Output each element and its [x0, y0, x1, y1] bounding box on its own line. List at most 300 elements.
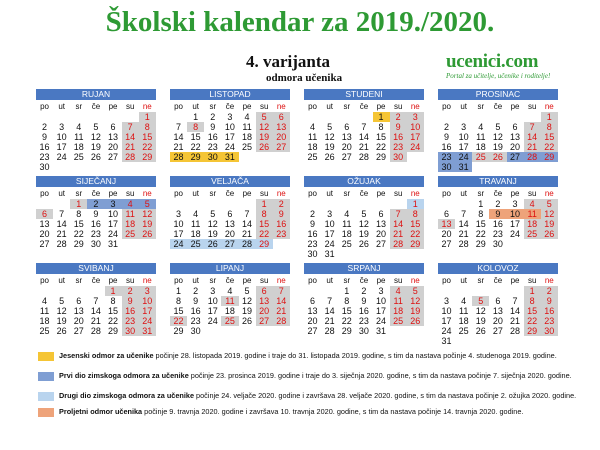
weekday-row — [36, 275, 156, 286]
day-cell: 23 — [358, 316, 369, 326]
month-kolovoz — [438, 263, 558, 346]
day-cell: 7 — [244, 209, 250, 219]
day-cell: 11 — [307, 132, 318, 142]
weekday-row — [170, 101, 290, 112]
empty-cell — [105, 112, 122, 122]
day-cell: 18 — [524, 219, 541, 229]
day-cell: 22 — [139, 142, 156, 152]
day-cell: 16 — [39, 142, 50, 152]
empty-cell — [321, 199, 338, 209]
weekday-label: ut — [192, 102, 200, 111]
day-cell: 21 — [458, 229, 469, 239]
month-header: LIPANJ — [170, 263, 290, 274]
day-cell: 4 — [227, 286, 233, 296]
day-cell: 6 — [36, 209, 53, 219]
day-cell: 12 — [242, 296, 253, 306]
day-cell: 21 — [242, 229, 253, 239]
day-cell: 22 — [524, 316, 541, 326]
day-cell: 14 — [390, 219, 407, 229]
day-cell: 20 — [73, 316, 84, 326]
day-cell: 18 — [224, 306, 235, 316]
weekday-row — [304, 275, 424, 286]
day-cell: 26 — [324, 152, 335, 162]
weekday-label: pe — [242, 102, 252, 111]
day-cell: 21 — [324, 316, 335, 326]
day-cell: 8 — [407, 209, 424, 219]
day-cell: 1 — [193, 112, 199, 122]
day-cell: 4 — [478, 122, 484, 132]
day-cell: 7 — [390, 209, 407, 219]
day-cell: 24 — [324, 239, 335, 249]
day-cell: 22 — [73, 229, 84, 239]
day-cell: 31 — [221, 152, 238, 162]
day-cell: 20 — [39, 229, 50, 239]
day-grid — [170, 112, 290, 162]
day-cell: 13 — [492, 306, 503, 316]
empty-cell — [170, 199, 187, 209]
month-header: SVIBANJ — [36, 263, 156, 274]
day-cell: 16 — [492, 219, 503, 229]
day-cell: 19 — [492, 142, 503, 152]
month-srpanj — [304, 263, 424, 336]
day-cell: 29 — [256, 239, 273, 249]
empty-cell — [438, 199, 455, 209]
weekday-label: sr — [209, 189, 217, 198]
empty-cell — [170, 112, 187, 122]
weekday-label: če — [359, 102, 369, 111]
weekday-label: su — [527, 102, 537, 111]
day-cell: 12 — [90, 132, 101, 142]
month-veljača — [170, 176, 290, 249]
weekday-label: če — [359, 189, 369, 198]
day-cell: 5 — [495, 122, 501, 132]
month-header: SIJEČANJ — [36, 176, 156, 187]
day-cell: 1 — [407, 199, 424, 209]
empty-cell — [122, 112, 139, 122]
day-cell: 24 — [376, 316, 387, 326]
day-cell: 13 — [224, 219, 235, 229]
month-header: VELJAČA — [170, 176, 290, 187]
month-header: RUJAN — [36, 89, 156, 100]
day-cell: 23 — [492, 229, 503, 239]
day-cell: 25 — [39, 326, 50, 336]
day-cell: 31 — [108, 239, 119, 249]
day-cell: 10 — [139, 296, 156, 306]
weekday-label: ne — [276, 189, 286, 198]
day-cell: 22 — [376, 142, 387, 152]
day-cell: 16 — [207, 132, 218, 142]
weekday-label: ut — [460, 102, 468, 111]
day-cell: 12 — [324, 132, 335, 142]
day-grid — [36, 112, 156, 172]
day-cell: 31 — [324, 249, 335, 259]
weekday-label: ne — [142, 276, 152, 285]
weekday-label: po — [442, 189, 452, 198]
day-cell: 16 — [390, 132, 407, 142]
day-cell: 24 — [56, 152, 67, 162]
day-cell: 3 — [139, 286, 156, 296]
weekday-label: sr — [343, 189, 351, 198]
day-cell: 9 — [310, 219, 316, 229]
day-cell: 24 — [455, 152, 472, 162]
day-cell: 5 — [59, 296, 65, 306]
weekday-label: če — [91, 189, 101, 198]
day-grid — [304, 286, 424, 336]
month-prosinac — [438, 89, 558, 172]
day-cell: 20 — [307, 316, 318, 326]
weekday-label: ut — [326, 276, 334, 285]
day-cell: 21 — [90, 316, 101, 326]
day-cell: 11 — [476, 132, 486, 142]
empty-cell — [304, 112, 321, 122]
day-cell: 19 — [541, 219, 558, 229]
day-cell: 14 — [56, 219, 67, 229]
logo-name: ucenici.com — [446, 51, 539, 72]
day-cell: 20 — [441, 229, 452, 239]
day-cell: 2 — [444, 122, 450, 132]
legend-winter-1 — [38, 371, 578, 381]
day-cell: 15 — [541, 132, 558, 142]
day-cell: 15 — [108, 306, 119, 316]
day-cell: 12 — [358, 219, 369, 229]
day-cell: 15 — [173, 306, 184, 316]
day-cell: 1 — [176, 286, 182, 296]
day-cell: 17 — [56, 142, 67, 152]
day-cell: 29 — [541, 152, 558, 162]
weekday-row — [36, 188, 156, 199]
day-cell: 9 — [541, 296, 558, 306]
weekday-label: ne — [410, 102, 420, 111]
day-cell: 19 — [407, 306, 424, 316]
empty-cell — [507, 112, 524, 122]
empty-cell — [472, 112, 489, 122]
day-cell: 28 — [239, 239, 256, 249]
day-cell: 2 — [361, 286, 367, 296]
day-cell: 1 — [105, 286, 122, 296]
day-cell: 17 — [139, 306, 156, 316]
day-cell: 10 — [376, 296, 387, 306]
day-cell: 18 — [307, 142, 318, 152]
weekday-row — [170, 188, 290, 199]
day-cell: 10 — [324, 219, 335, 229]
day-cell: 1 — [373, 112, 390, 122]
day-cell: 23 — [122, 316, 139, 326]
day-cell: 12 — [207, 219, 218, 229]
day-cell: 26 — [541, 229, 558, 239]
day-cell: 7 — [361, 122, 367, 132]
day-cell: 27 — [492, 326, 503, 336]
legend-winter-2-title: Drugi dio zimskoga odmora za učenike — [59, 391, 195, 400]
day-cell: 25 — [307, 152, 318, 162]
day-cell: 14 — [524, 132, 541, 142]
day-cell: 14 — [242, 219, 253, 229]
day-cell: 17 — [324, 229, 335, 239]
legend-winter-1-text: počinje 23. prosinca 2019. godine i traje do 3. siječnja 2020. godine, s tim da nastava počinje 7. siječnja 2020. godine. — [188, 371, 572, 380]
weekday-label: su — [125, 189, 135, 198]
day-cell: 1 — [256, 199, 273, 209]
day-cell: 6 — [495, 296, 501, 306]
day-cell: 16 — [541, 306, 558, 316]
day-cell: 25 — [73, 152, 84, 162]
day-cell: 9 — [122, 296, 139, 306]
day-cell: 27 — [441, 239, 452, 249]
legend-spring-title: Proljetni odmor učenika — [59, 407, 143, 416]
day-cell: 30 — [122, 326, 139, 336]
day-cell: 2 — [390, 112, 407, 122]
empty-cell — [489, 112, 506, 122]
day-cell: 17 — [173, 229, 184, 239]
empty-cell — [472, 286, 489, 296]
day-cell: 27 — [507, 152, 524, 162]
weekday-row — [304, 188, 424, 199]
day-cell: 30 — [307, 249, 318, 259]
weekday-label: če — [493, 102, 503, 111]
day-cell: 30 — [190, 326, 201, 336]
day-cell: 8 — [378, 122, 384, 132]
empty-cell — [338, 199, 355, 209]
empty-cell — [321, 286, 338, 296]
day-cell: 6 — [76, 296, 82, 306]
empty-cell — [455, 199, 472, 209]
day-cell: 9 — [444, 132, 450, 142]
day-cell: 4 — [193, 209, 199, 219]
day-cell: 5 — [472, 296, 489, 306]
day-cell: 28 — [273, 316, 290, 326]
day-cell: 29 — [139, 152, 156, 162]
day-cell: 17 — [376, 306, 387, 316]
day-cell: 25 — [390, 316, 407, 326]
day-cell: 3 — [461, 122, 467, 132]
weekday-label: ne — [142, 102, 152, 111]
day-cell: 24 — [207, 316, 218, 326]
empty-cell — [36, 199, 53, 209]
day-cell: 21 — [122, 142, 139, 152]
day-cell: 4 — [42, 296, 48, 306]
empty-cell — [338, 112, 355, 122]
day-cell: 7 — [327, 296, 333, 306]
day-cell: 19 — [256, 132, 273, 142]
empty-cell — [187, 199, 204, 209]
day-cell: 5 — [256, 112, 273, 122]
day-cell: 8 — [478, 209, 484, 219]
day-cell: 2 — [193, 286, 199, 296]
day-cell: 9 — [273, 209, 290, 219]
day-cell: 1 — [70, 199, 87, 209]
day-cell: 22 — [541, 142, 558, 152]
day-cell: 28 — [510, 326, 521, 336]
day-cell: 18 — [341, 229, 352, 239]
month-header: TRAVANJ — [438, 176, 558, 187]
day-cell: 23 — [541, 316, 558, 326]
day-cell: 9 — [489, 209, 506, 219]
weekday-label: ne — [544, 276, 554, 285]
day-cell: 12 — [541, 209, 558, 219]
month-header: KOLOVOZ — [438, 263, 558, 274]
day-grid — [438, 112, 558, 172]
empty-cell — [455, 286, 472, 296]
legend-winter-2 — [38, 391, 578, 401]
day-cell: 27 — [376, 239, 387, 249]
day-cell: 15 — [139, 132, 156, 142]
day-cell: 24 — [170, 239, 187, 249]
day-cell: 2 — [495, 199, 501, 209]
weekday-label: ne — [276, 276, 286, 285]
day-cell: 30 — [358, 326, 369, 336]
day-cell: 14 — [173, 132, 184, 142]
empty-cell — [355, 112, 372, 122]
day-cell: 21 — [524, 142, 541, 152]
day-cell: 30 — [492, 239, 503, 249]
weekday-label: ne — [410, 189, 420, 198]
day-cell: 17 — [207, 306, 218, 316]
day-cell: 4 — [76, 122, 82, 132]
day-grid — [304, 199, 424, 259]
day-cell: 11 — [74, 132, 84, 142]
day-cell: 3 — [227, 112, 233, 122]
day-cell: 3 — [407, 112, 424, 122]
day-cell: 8 — [176, 296, 182, 306]
day-cell: 5 — [407, 286, 424, 296]
day-cell: 22 — [108, 316, 119, 326]
day-cell: 8 — [110, 296, 116, 306]
day-cell: 18 — [190, 229, 201, 239]
weekday-label: ut — [58, 276, 66, 285]
day-cell: 6 — [344, 122, 350, 132]
day-cell: 7 — [93, 296, 99, 306]
day-cell: 8 — [524, 296, 541, 306]
weekday-label: ut — [326, 102, 334, 111]
empty-cell — [489, 286, 506, 296]
month-svibanj — [36, 263, 156, 336]
day-cell: 9 — [390, 122, 407, 132]
day-cell: 4 — [344, 209, 350, 219]
day-cell: 4 — [244, 112, 250, 122]
day-cell: 22 — [256, 229, 273, 239]
day-cell: 18 — [39, 316, 50, 326]
weekday-label: ut — [192, 276, 200, 285]
day-cell: 11 — [390, 296, 407, 306]
weekday-label: če — [225, 276, 235, 285]
day-cell: 28 — [90, 326, 101, 336]
legend-spring — [38, 407, 578, 417]
day-cell: 9 — [93, 209, 99, 219]
day-cell: 19 — [56, 316, 67, 326]
day-cell: 25 — [122, 229, 139, 239]
day-cell: 17 — [458, 142, 469, 152]
day-cell: 12 — [139, 209, 156, 219]
weekday-label: ut — [326, 189, 334, 198]
day-cell: 21 — [510, 316, 521, 326]
weekday-label: po — [308, 189, 318, 198]
day-cell: 12 — [407, 296, 424, 306]
day-cell: 24 — [224, 142, 235, 152]
empty-cell — [390, 199, 407, 209]
day-cell: 19 — [324, 142, 335, 152]
day-cell: 27 — [73, 326, 84, 336]
day-cell: 8 — [76, 209, 82, 219]
legend-swatch-winter-1 — [38, 372, 54, 381]
day-cell: 27 — [108, 152, 119, 162]
day-cell: 26 — [139, 229, 156, 239]
empty-cell — [455, 112, 472, 122]
day-cell: 22 — [170, 316, 187, 326]
day-cell: 9 — [42, 132, 48, 142]
day-cell: 2 — [541, 286, 558, 296]
day-cell: 7 — [59, 209, 65, 219]
weekday-label: ut — [192, 189, 200, 198]
weekday-label: pe — [510, 102, 520, 111]
empty-cell — [36, 286, 53, 296]
day-grid — [170, 199, 290, 249]
month-lipanj — [170, 263, 290, 336]
day-cell: 5 — [139, 199, 156, 209]
day-cell: 13 — [73, 306, 84, 316]
day-cell: 18 — [242, 132, 253, 142]
day-grid — [438, 199, 558, 249]
day-cell: 31 — [441, 336, 452, 346]
day-cell: 10 — [173, 219, 184, 229]
day-cell: 13 — [341, 132, 352, 142]
day-cell: 20 — [376, 229, 387, 239]
empty-cell — [53, 112, 70, 122]
legend-autumn-text: počinje 28. listopada 2019. godine i traje do 31. listopada 2019. godine, s tim da nastava počinje 4. studenoga 2019. godine. — [153, 351, 557, 360]
weekday-row — [438, 275, 558, 286]
day-cell: 4 — [122, 199, 139, 209]
day-cell: 16 — [190, 306, 201, 316]
day-cell: 28 — [524, 152, 541, 162]
empty-cell — [355, 199, 372, 209]
weekday-label: ne — [544, 102, 554, 111]
legend-winter-1-title: Prvi dio zimskoga odmora za učenike — [59, 371, 189, 380]
weekday-label: če — [359, 276, 369, 285]
day-cell: 10 — [224, 122, 235, 132]
day-cell: 18 — [73, 142, 84, 152]
weekday-label: ne — [142, 189, 152, 198]
day-cell: 28 — [170, 152, 187, 162]
weekday-label: po — [308, 276, 318, 285]
day-cell: 24 — [108, 229, 119, 239]
day-cell: 3 — [105, 199, 122, 209]
legend-swatch-spring — [38, 408, 54, 417]
day-cell: 28 — [122, 152, 139, 162]
day-cell: 21 — [390, 229, 407, 239]
day-cell: 13 — [108, 132, 119, 142]
logo — [446, 52, 562, 81]
day-cell: 23 — [307, 239, 318, 249]
day-cell: 30 — [39, 162, 50, 172]
weekday-label: po — [40, 102, 50, 111]
day-cell: 7 — [512, 296, 518, 306]
day-cell: 2 — [310, 209, 316, 219]
day-cell: 8 — [139, 122, 156, 132]
empty-cell — [36, 112, 53, 122]
weekday-label: ut — [460, 189, 468, 198]
day-cell: 13 — [256, 296, 273, 306]
day-cell: 2 — [273, 199, 290, 209]
weekday-label: pe — [108, 276, 118, 285]
weekday-label: pe — [376, 102, 386, 111]
empty-cell — [221, 199, 238, 209]
weekday-label: pe — [108, 102, 118, 111]
legend-spring-text: počinje 9. travnja 2020. godine i završava 10. travnja 2020. godine, s tim da nastava počinje 14. travnja 2020. godine. — [142, 407, 524, 416]
weekday-label: ut — [58, 189, 66, 198]
weekday-label: če — [493, 189, 503, 198]
day-cell: 3 — [512, 199, 518, 209]
day-cell: 29 — [187, 152, 204, 162]
weekday-row — [438, 101, 558, 112]
day-grid — [438, 286, 558, 346]
day-cell: 16 — [441, 142, 452, 152]
